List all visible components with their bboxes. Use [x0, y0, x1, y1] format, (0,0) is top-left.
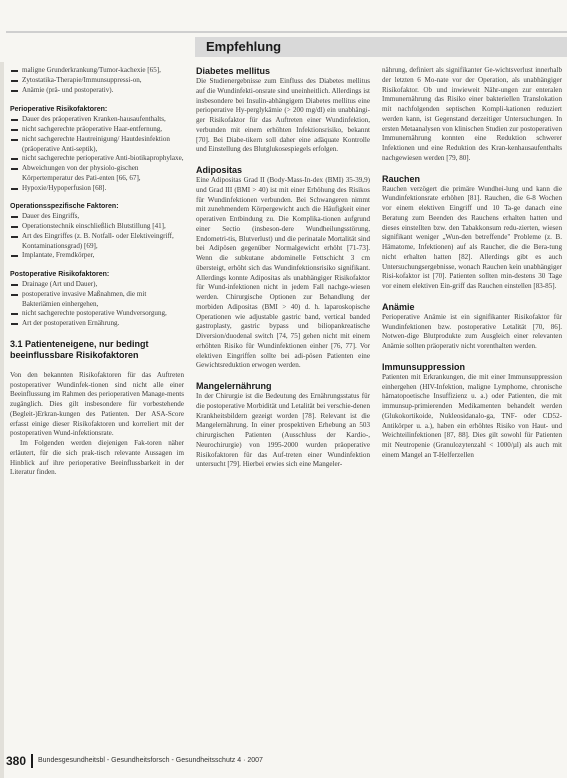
paragraph: Von den bekannten Risikofaktoren für das Auftreten postoperativer Wundinfek-tionen sind nicht alle einer Beeinflussung im Rahmen des perioperativen Manage-ments zugänglich. Dies gilt insbesondere für vorbestehende (Begleit-)Erkran-kungen des Patienten. Der ASA-Score erfasst einige dieser Risikofaktoren und korreliert mit der postoperativen Wund-infektionsrate.	[10, 370, 184, 438]
list-item: Hypoxie/Hypoperfusion [68].	[10, 184, 184, 194]
header-rule	[6, 31, 567, 33]
immunsuppression-heading: Immunsuppression	[382, 361, 466, 372]
column-3	[382, 66, 562, 461]
footer-divider	[31, 754, 33, 768]
perioperative-heading: Perioperative Risikofaktoren:	[10, 106, 108, 114]
list-item: nicht sachgerechte präoperative Haar-entfernung,	[10, 125, 184, 135]
page-header	[0, 0, 567, 62]
paragraph: Patienten mit Erkrankungen, die mit einer Immunsuppression einhergehen (HIV-Infektion, maligne Lymphome, chronische hämatopoetische Insuffizienz u. a.) oder Patienten, die mit immunsup-primierenden Medikamenten behandelt werden (Glukokortikoide, Nukleosidanalo-ga, TNF- oder CD52-Antikörper u. a.), haben ein erhöhtes Risiko von Haut- und Weichteilinfektionen [87, 88]. Dies gilt sowohl für Patienten mit Neutropenie (Granulozytenzahl < 1000/µl) als auch mit einem Mangel an T-Helferzellen	[382, 372, 562, 459]
paragraph: Perioperative Anämie ist ein signifikanter Risikofaktor für Wundinfektionen bzw. postoperative Letalität [70, 86]. Notwen-dige Blutprodukte zum Ausgleich einer relevanten Anämie sollten präoperativ nicht vorenthalten werden.	[382, 312, 562, 350]
list-item: Implantate, Fremdkörper,	[10, 251, 184, 261]
paragraph: Die Studienergebnisse zum Einfluss des Diabetes mellitus auf die Wundinfekti-onsrate sind uneinheitlich. Allerdings ist insbesondere bei Insulin-abhängigem Diabetes mellitus eine perioperative Hy-perglykämie (> 200 mg/dl) ein unabhängi-ger Risikofaktor für das Auftreten einer Wundinfektion, verbunden mit einem erhöhten Infektionsrisiko, bekannt [70]. Bei Diabe-tikern soll daher eine adäquate Kontrolle und Einstellung des Blutglukosespiegels erfolgen.	[196, 77, 370, 154]
section-heading: 3.1 Patienteneigene, nur bedingt beeinflussbare Risikofaktoren	[10, 338, 149, 360]
page-number: 380	[6, 754, 27, 768]
column-1	[10, 66, 184, 478]
page-title: Empfehlung	[206, 39, 282, 54]
list-item: Drainage (Art und Dauer),	[10, 280, 184, 290]
perioperative-list	[10, 115, 184, 193]
list-item: Operationstechnik einschließlich Blutstillung [41],	[10, 222, 184, 232]
list-item: nicht sachgerechte perioperative Anti-biotikaprophylaxe,	[10, 154, 184, 164]
list-item: nicht sachgerechte postoperative Wundversorgung,	[10, 309, 184, 319]
adipositas-heading: Adipositas	[196, 165, 243, 175]
page-edge	[0, 0, 4, 778]
mangelernaehrung-heading: Mangelernährung	[196, 381, 272, 391]
paragraph: Rauchen verzögert die primäre Wundhei-lung und kann die Wundinfektionsrate erhöhen [81]. Rauchen, die 6-8 Wochen vor einem elektiven Eingriff und 10 Ta-ge danach eine Beratung zum Beenden des Rauchens erhalten hatten und dieses einstellten bzw. den Tabakkonsum redu-zierten, wiesen signifikant weniger „Wun-den betreffende" Probleme (z. B. Hämatome, Infektionen) auf als Raucher, die die Bera-tung nicht erhalten hatten [82]. Allerdings gibt es auch Untersuchungsergebnisse, wonach Rauchen kein unabhängiger Risi-kofaktor ist [70]. Patienten sollten min-destens 30 Tage vor einem elektiven Ein-griff das Rauchen einstellen [83-85].	[382, 184, 562, 290]
paragraph: nährung, definiert als signifikanter Ge-wichtsverlust innerhalb der letzten 6 Mo-nate vor der Operation, als unabhängiger Risikofaktor. Ob und inwieweit Nähr-ungen zur enteralen Immunernährung das Risiko einer bakteriellen Translokation mit nachfolgenden septischen Kompli-kationen reduziert werden kann, ist Gegenstand derzeitiger Untersuchungen. In ersten Metaanalysen von klinischen Studien zur postoperativen Immunernährung konnten eine Reduktion schwerer Infektionen und eine Reduktion des Kran-kenhausaufenthalts nachgewiesen werden [79, 80].	[382, 66, 562, 162]
postoperative-list	[10, 280, 184, 329]
column-2	[196, 66, 370, 470]
list-item: Dauer des Eingriffs,	[10, 212, 184, 222]
paragraph: In der Chirurgie ist die Bedeutung des Ernährungsstatus für die postoperative Morbidität und Letalität bei verschie-denen Krankheitsbildern gezeigt worden [78]. Relevant ist die Mangelernährung. In einer prospektiven Erhebung an 503 chirurgischen Patienten (Ausschluss der Kardio-, Neurochirurgie) von 1995-2000 wurden präoperative Risikofaktoren für das Auf-treten einer Wundinfektion untersucht [79]. Hierbei erwies sich eine Mangeler-	[196, 392, 370, 469]
list-item: Dauer des präoperativen Kranken-hausaufenthalts,	[10, 115, 184, 125]
page-footer	[0, 752, 567, 772]
rauchen-heading: Rauchen	[382, 173, 421, 184]
list-item: nicht sachgerechte Hautreinigung/ Hautdesinfektion (präoperative Anti-septik),	[10, 135, 184, 155]
paragraph: Eine Adipositas Grad II (Body-Mass-In-dex (BMI) 35-39,9) und Grad III (BMI > 40) ist mit einer Erhöhung des Risikos für Wundinfektionen verbunden. Bei Schwangeren nimmt mit zunehmendem Körpergewicht auch die Häufigkeit einer operativen Entbindung zu. Die Komplika-tionen aufgrund einer Sectio (insbeson-dere Wundheilungsstörung, Endometri-tis, Blutverlust) und die perinatale Mortalität sind bei Adipösen gegenüber Normalgewicht erhöht [71-73]. Wenn die subkutane abdominelle Fettschicht 3 cm übersteigt, erhöht sich das Wundinfektionsrisiko signifikant. Allerdings konnte Adipositas als unabhängiger Risikofaktor für Wund-infektionen nicht in jedem Fall nachge-wiesen werden. Chirurgische Optionen zur Behandlung der morbiden Adipositas (BMI > 40) d. h. laparoskopische Operationen wie adjustable gastric band, vertical banded gastroplasty, gastric bypass und biliopankreatische Diversion/duodenal switch [74, 75] gehen nicht mit einem erhöhten Risiko für Wundinfektionen einher [76, 77]. Vor elektiven Eingriffen sollte bei adi-pösen Patienten eine Gewichtsreduktion erwogen werden.	[196, 176, 370, 370]
paragraph: Im Folgenden werden diejenigen Fak-toren näher erläutert, für die sich prak-tisch relevante Aussagen im Hinblick auf ihre perioperative Beeinflussbarkeit in der Literatur finden.	[10, 439, 184, 477]
operation-factors-list	[10, 212, 184, 261]
diabetes-heading: Diabetes mellitus	[196, 66, 271, 76]
list-item: Art der postoperativen Ernährung.	[10, 319, 184, 329]
list-item: postoperative invasive Maßnahmen, die mit Bakteriämien einhergehen,	[10, 290, 184, 310]
list-item: Anämie (prä- und postoperativ).	[10, 86, 184, 96]
anaemie-heading: Anämie	[382, 301, 415, 312]
list-item: Art des Eingriffes (z. B. Notfall- oder Elektiveingriff, Kontaminationsgrad) [69],	[10, 232, 184, 252]
risk-list-top	[10, 66, 184, 95]
operation-factors-heading: Operationsspezifische Faktoren:	[10, 203, 119, 211]
postoperative-heading: Postoperative Risikofaktoren:	[10, 271, 110, 278]
journal-citation: Bundesgesundheitsbl - Gesundheitsforsch - Gesundheitsschutz 4 · 2007	[38, 757, 263, 764]
list-item: Zytostatika-Therapie/Immunsuppressi-on,	[10, 76, 184, 86]
list-item: maligne Grunderkrankung/Tumor-kachexie [65],	[10, 66, 184, 76]
list-item: Abweichungen von der physiolo-gischen Körpertemperatur des Pati-enten [66, 67],	[10, 164, 184, 184]
